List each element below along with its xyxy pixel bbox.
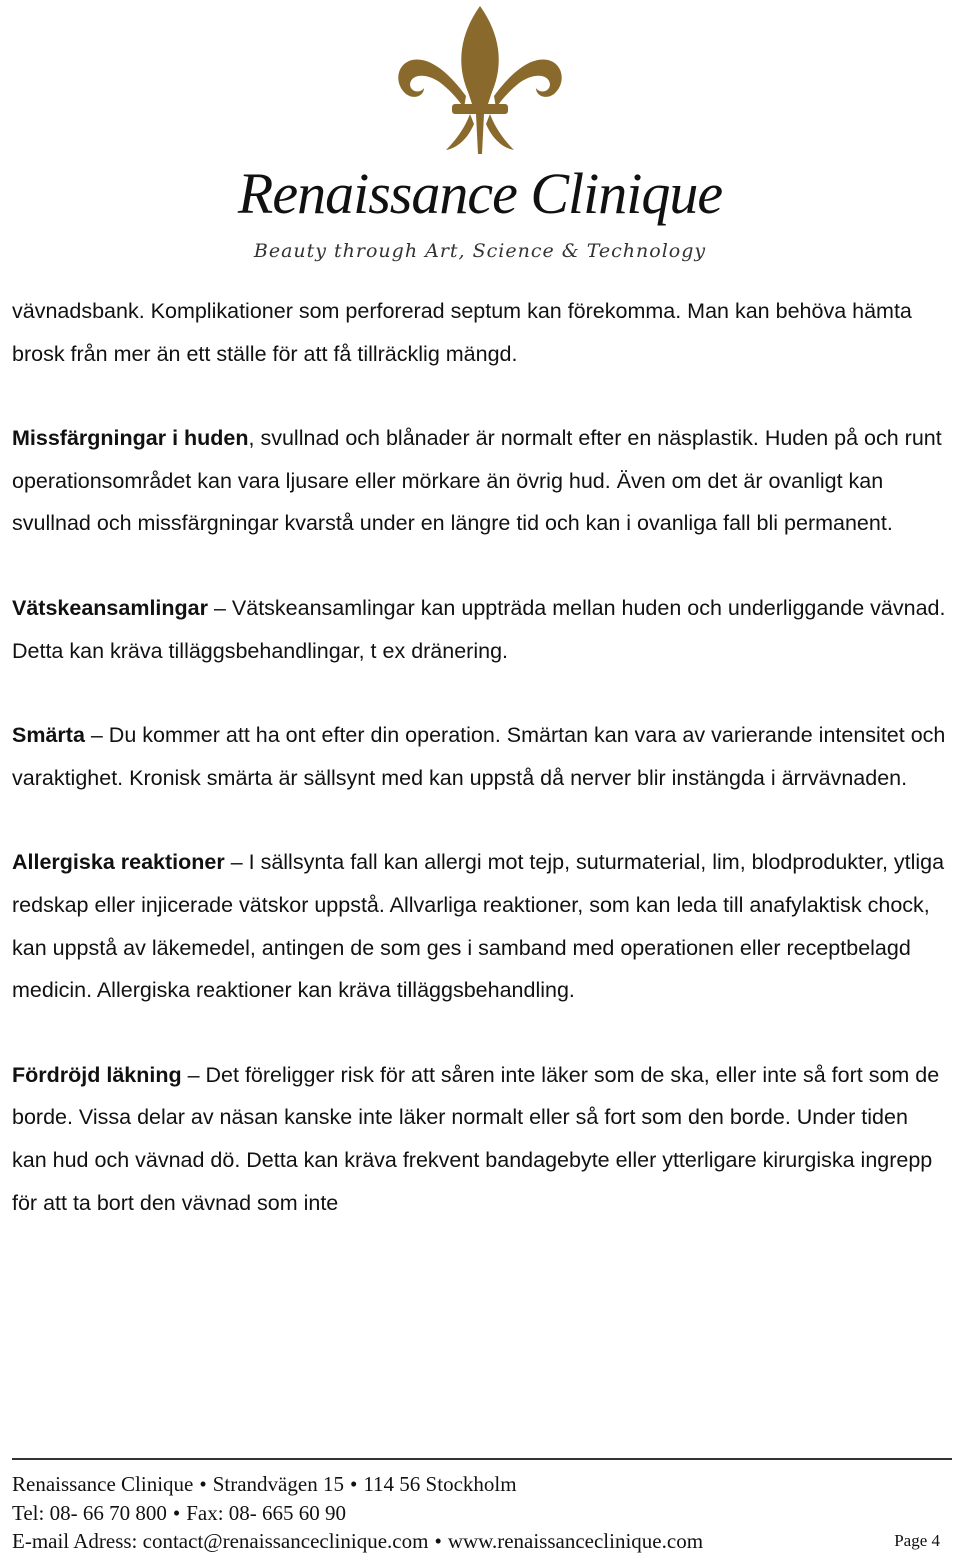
paragraph: [12, 1054, 947, 1224]
bullet-icon: •: [349, 1472, 358, 1496]
paragraph-heading: Smärta: [12, 723, 85, 748]
paragraph-text: – Det föreligger risk för att såren inte läker som de ska, eller inte så fort som de borde. Vissa delar av näsan kanske inte läker normalt eller så fort som den borde. Under tiden kan hud och vävnad dö. Detta kan kräva frekvent bandagebyte eller ytterligare kirurgiska ingrepp för att ta bort den vävnad som inte: [12, 1062, 940, 1215]
footer-email[interactable]: E-mail Adress: contact@renaissanceclinique.com: [12, 1529, 429, 1553]
footer-address-line: [12, 1470, 952, 1499]
paragraph-heading: Allergiska reaktioner: [12, 850, 225, 875]
paragraph-text: – I sällsynta fall kan allergi mot tejp, suturmaterial, lim, blodprodukter, ytliga redskap eller injicerade vätskor uppstå. Allvarliga reaktioner, som kan leda till anafylaktisk chock, kan uppstå av läkemedel, antingen de som ges i samband med operationen eller receptbelagd medicin. Allergiska reaktioner kan kräva tilläggsbehandling.: [12, 850, 945, 1003]
footer-city: 114 56 Stockholm: [363, 1472, 517, 1496]
footer-company: Renaissance Clinique: [12, 1472, 194, 1496]
brand-name: Renaissance Clinique: [237, 161, 723, 226]
paragraph-heading: Fördröjd läkning: [12, 1062, 182, 1087]
paragraph-text: – Vätskeansamlingar kan uppträda mellan huden och underliggande vävnad. Detta kan kräva tilläggsbehandlingar, t ex dränering.: [12, 595, 946, 663]
bullet-icon: •: [434, 1529, 442, 1553]
bullet-icon: •: [199, 1472, 207, 1496]
footer-website[interactable]: www.renaissanceclinique.com: [447, 1529, 704, 1553]
footer-fax: Fax: 08- 665 60 90: [186, 1500, 347, 1525]
paragraph-text: vävnadsbank. Komplikationer som perforerad septum kan förekomma. Man kan behöva hämta brosk från mer än ett ställe för att få tillräcklig mängd.: [12, 299, 912, 366]
footer-contact-line: [12, 1527, 952, 1556]
bullet-icon: •: [172, 1500, 181, 1525]
page-header: [0, 0, 960, 280]
paragraph: [12, 587, 947, 672]
paragraph: [12, 290, 947, 375]
paragraph-text: – Du kommer att ha ont efter din operation. Smärtan kan vara av varierande intensitet och varaktighet. Kronisk smärta är sällsynt med kan uppstå då nerver blir instängda i ärrvävnaden.: [12, 723, 946, 790]
footer-street: Strandvägen 15: [212, 1472, 344, 1496]
footer-divider: [12, 1458, 952, 1460]
brand-tagline: Beauty through Art, Science & Technology: [253, 240, 707, 262]
page-footer: [12, 1470, 952, 1556]
paragraph-text: , svullnad och blånader är normalt efter en näsplastik. Huden på och runt operationsområdet kan vara ljusare eller mörkare än övrig hud. Även om det är ovanligt kan svullnad och missfärgningar kvarstå under en längre tid och kan i ovanliga fall bli permanent.: [12, 426, 942, 536]
page-number: Page 4: [894, 1531, 940, 1550]
paragraph: [12, 841, 947, 1011]
footer-tel: Tel: 08- 66 70 800: [12, 1500, 167, 1525]
paragraph-heading: Missfärgningar i huden: [12, 426, 249, 451]
fleur-de-lis-icon: [390, 4, 570, 164]
paragraph: [12, 714, 947, 799]
footer-phone-line: [12, 1499, 952, 1528]
document-body: [12, 290, 947, 1266]
paragraph-heading: Vätskeansamlingar: [12, 595, 208, 620]
paragraph: [12, 417, 947, 545]
